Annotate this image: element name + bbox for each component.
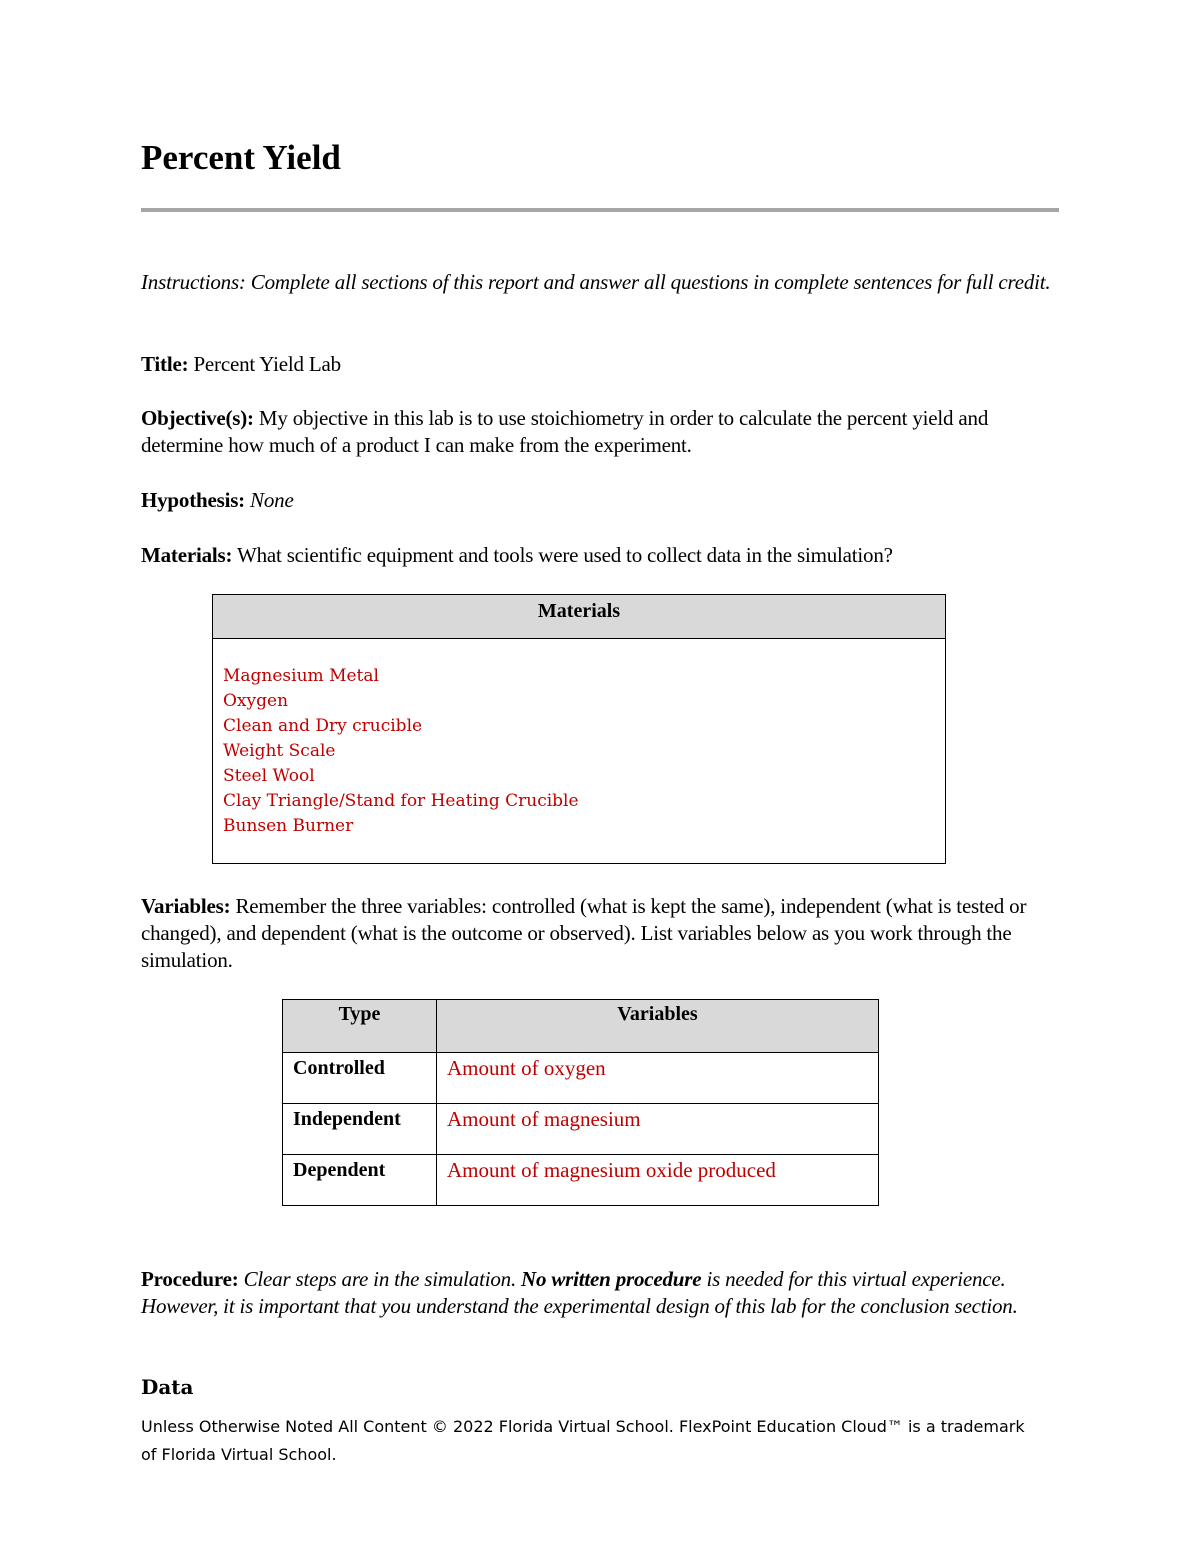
materials-table — [212, 594, 946, 864]
list-item: Oxygen — [223, 691, 289, 711]
table-header-row — [283, 1000, 879, 1053]
title-value: Percent Yield Lab — [188, 352, 341, 376]
procedure-text-1: Clear steps are in the simulation. — [238, 1267, 522, 1291]
variables-table — [282, 999, 879, 1206]
materials-list — [213, 639, 945, 839]
title-label: Title: — [141, 352, 189, 376]
variable-value: Amount of oxygen — [437, 1053, 879, 1104]
variables-column-header: Variables — [437, 1000, 879, 1053]
objective-field — [141, 405, 1061, 459]
list-item: Clay Triangle/Stand for Heating Crucible — [223, 791, 579, 811]
procedure-emphasis: No written procedure — [521, 1267, 702, 1291]
hypothesis-field — [141, 487, 1061, 514]
instructions-text: Instructions: Complete all sections of this report and answer all questions in complete sentences for full credit. — [141, 270, 1051, 294]
objective-value: My objective in this lab is to use stoichiometry in order to calculate the percent yield and determine how much of a product I can make from the experiment. — [141, 406, 989, 457]
variable-value: Amount of magnesium — [437, 1104, 879, 1155]
table-row — [283, 1155, 879, 1206]
title-field — [141, 351, 1061, 378]
page-title: Percent Yield — [141, 138, 341, 177]
list-item: Bunsen Burner — [223, 816, 354, 836]
variables-description: Remember the three variables: controlled (what is kept the same), independent (what is tested or changed), and dependent (what is the outcome or observed). List variables below as you work through the simulation. — [141, 894, 1027, 972]
materials-question: What scientific equipment and tools were used to collect data in the simulation? — [232, 543, 893, 567]
variable-type: Independent — [283, 1104, 437, 1155]
hypothesis-value: None — [250, 488, 294, 512]
objective-label: Objective(s): — [141, 406, 254, 430]
materials-field — [141, 542, 1061, 569]
list-item: Steel Wool — [223, 766, 315, 786]
title-divider — [141, 208, 1059, 212]
list-item: Magnesium Metal — [223, 666, 379, 686]
variable-value: Amount of magnesium oxide produced — [437, 1155, 879, 1206]
type-column-header: Type — [283, 1000, 437, 1053]
data-heading: Data — [141, 1375, 194, 1399]
table-row — [283, 1053, 879, 1104]
variables-field — [141, 893, 1061, 974]
variable-type: Dependent — [283, 1155, 437, 1206]
copyright-footer: Unless Otherwise Noted All Content © 2022 Florida Virtual School. FlexPoint Education Cloud™ is a trademark of Florida Virtual School. — [141, 1417, 1025, 1464]
variables-label: Variables: — [141, 894, 231, 918]
hypothesis-label: Hypothesis: — [141, 488, 245, 512]
variable-type: Controlled — [283, 1053, 437, 1104]
procedure-label: Procedure: — [141, 1267, 239, 1291]
procedure-text-2: is needed for this virtual experience. However, it is important that you understand the experimental design of this lab for the conclusion section. — [141, 1267, 1018, 1318]
materials-label: Materials: — [141, 543, 233, 567]
list-item: Clean and Dry crucible — [223, 716, 423, 736]
procedure-field — [141, 1266, 1061, 1320]
list-item: Weight Scale — [223, 741, 336, 761]
table-row — [283, 1104, 879, 1155]
materials-table-header: Materials — [213, 595, 945, 639]
